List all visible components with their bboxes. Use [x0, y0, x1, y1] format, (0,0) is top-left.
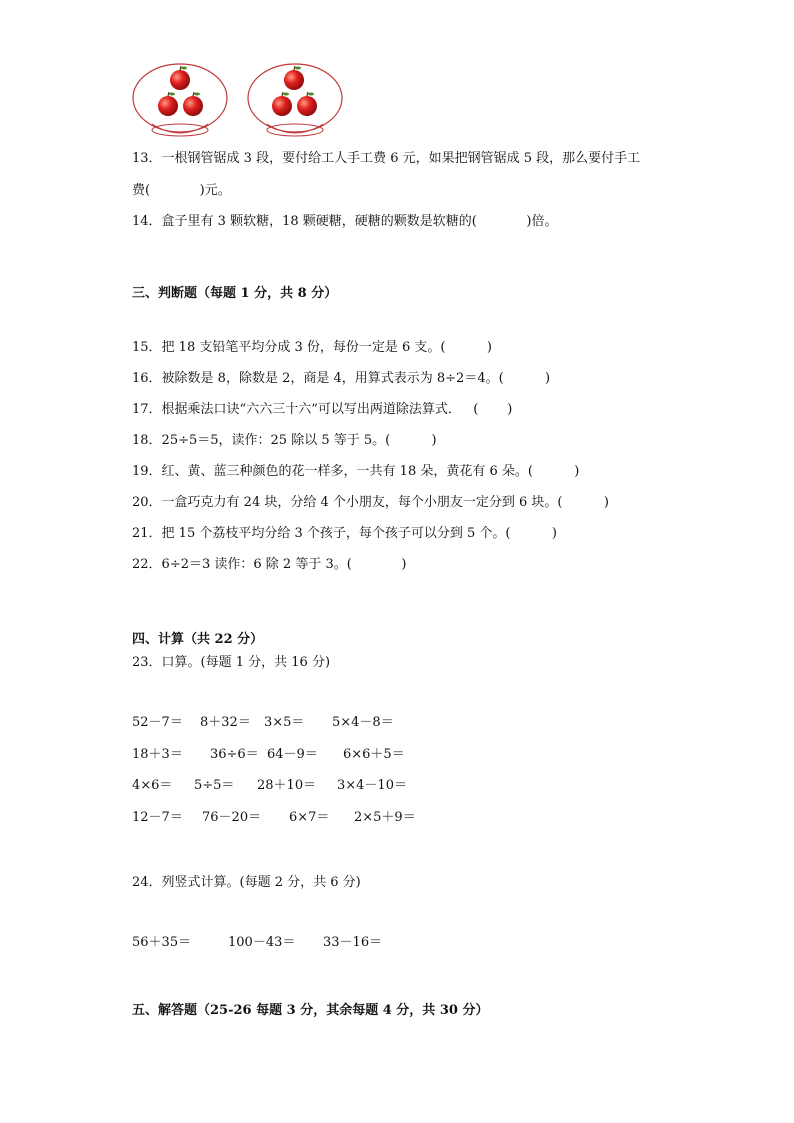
question-14: 14．盒子里有 3 颗软糖，18 颗硬糖，硬糖的颗数是软糖的( )倍。: [132, 214, 558, 229]
vertical-item: 56＋35＝: [132, 935, 192, 950]
question-13-line1: 13．一根钢管锯成 3 段，要付给工人手工费 6 元，如果把钢管锯成 5 段，那么要付手工: [132, 151, 641, 166]
oral-item: 6×6＋5＝: [343, 747, 405, 762]
judge-item-18: 18．25÷5＝5，读作：25 除以 5 等于 5。( ): [132, 433, 437, 448]
judge-item-21: 21．把 15 个荔枝平均分给 3 个孩子，每个孩子可以分到 5 个。( ): [132, 526, 557, 541]
judge-item-19: 19．红、黄、蓝三种颜色的花一样多，一共有 18 朵，黄花有 6 朵。( ): [132, 464, 580, 479]
vertical-item: 100－43＝: [228, 935, 296, 950]
plate-right: [248, 64, 342, 136]
oral-item: 6×7＝: [289, 810, 330, 825]
oral-item: 36÷6＝: [210, 747, 259, 762]
question-13-line2: 费( )元。: [132, 183, 231, 198]
plate-left: [133, 64, 227, 136]
oral-item: 4×6＝: [132, 778, 173, 793]
oral-item: 28＋10＝: [257, 778, 317, 793]
oral-item: 18＋3＝: [132, 747, 183, 762]
judge-item-20: 20．一盒巧克力有 24 块，分给 4 个小朋友，每个小朋友一定分到 6 块。( ): [132, 495, 609, 510]
question-24-title: 24．列竖式计算。(每题 2 分，共 6 分): [132, 875, 361, 890]
judge-item-15: 15．把 18 支铅笔平均分成 3 份，每份一定是 6 支。( ): [132, 340, 492, 355]
oral-item: 76－20＝: [202, 810, 262, 825]
oral-item: 52－7＝: [132, 715, 183, 730]
oral-item: 64－9＝: [267, 747, 318, 762]
section-3-title: 三、判断题（每题 1 分，共 8 分）: [132, 286, 338, 301]
oral-item: 5÷5＝: [194, 778, 235, 793]
oral-item: 8＋32＝: [200, 715, 251, 730]
judge-item-16: 16．被除数是 8，除数是 2，商是 4，用算式表示为 8÷2＝4。( ): [132, 371, 551, 386]
oral-item: 3×4－10＝: [337, 778, 407, 793]
oral-item: 3×5＝: [264, 715, 305, 730]
oral-item: 5×4－8＝: [332, 715, 394, 730]
oral-item: 2×5＋9＝: [354, 810, 416, 825]
section-5-title: 五、解答题（25-26 每题 3 分，其余每题 4 分，共 30 分）: [132, 1003, 489, 1018]
judge-item-22: 22．6÷2＝3 读作：6 除 2 等于 3。( ): [132, 557, 407, 572]
section-4-title: 四、计算（共 22 分）: [132, 632, 264, 647]
judge-item-17: 17．根据乘法口诀“六六三十六”可以写出两道除法算式． ( ): [132, 402, 513, 417]
vertical-calc-row: [132, 931, 383, 1006]
oral-item: 12－7＝: [132, 810, 183, 825]
question-23-title: 23．口算。(每题 1 分，共 16 分): [132, 655, 331, 670]
apple-plates-illustration: [130, 62, 350, 142]
vertical-item: 33－16＝: [323, 935, 383, 950]
